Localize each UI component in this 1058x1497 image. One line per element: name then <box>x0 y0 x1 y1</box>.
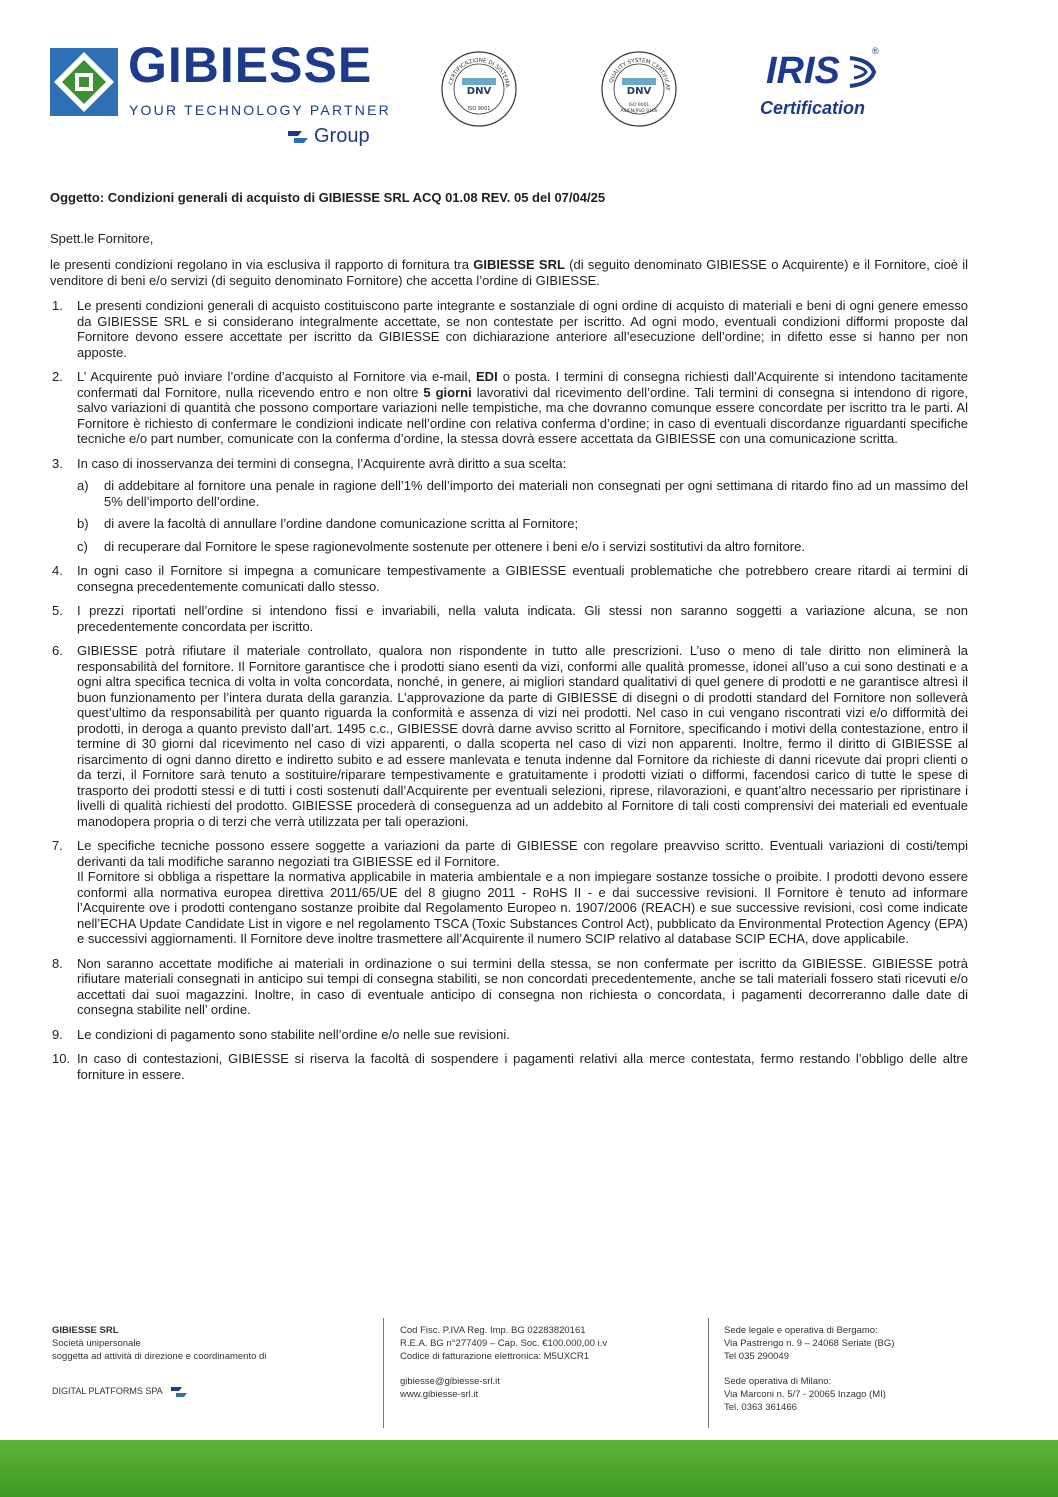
clause-number: 4. <box>52 563 63 578</box>
footer-milano-tel: Tel. 0363 361466 <box>724 1402 797 1413</box>
cert1-standard: ISO 9001 <box>467 106 491 112</box>
footer-fiscal-line: Codice di fatturazione elettronica: M5UXCR1 <box>400 1351 590 1362</box>
clause-text: In ogni caso il Fornitore si impegna a comunicare tempestivamente a GIBIESSE eventuali problematiche che potrebbero creare ritardi ai termini di consegna precedentemente comunicati dallo stesso. <box>77 563 968 594</box>
subclause-b <box>77 516 968 532</box>
footer-fiscal-line: R.E.A. BG n°277409 – Cap. Soc. €100.000,00 i.v <box>400 1338 608 1349</box>
clause-text: In caso di contestazioni, GIBIESSE si riserva la facoltà di sospendere i pagamenti relativi alla merce contestata, fermo restando l’obbligo delle altre forniture in essere. <box>77 1051 968 1082</box>
clause-5 <box>50 603 968 634</box>
iris-registered-mark: ® <box>872 46 879 56</box>
clause-number: 2. <box>52 369 63 384</box>
intro-bold: GIBIESSE SRL <box>473 257 565 272</box>
clause-text: Le presenti condizioni generali di acquisto costituiscono parte integrante e sostanziale di ogni ordine di acquisto di materiali e beni di ogni genere emesso da GIBIESSE SRL e si considerano integralmente accettate, se non contestate per iscritto. Ad ogni modo, eventuali condizioni difformi proposte dal Fornitore devono essere accettate per iscritto da GIBIESSE con dichiarazione anteriore all’esecuzione dell’ordine; in difetto esse si hanno per non apposte. <box>77 298 968 360</box>
intro-before: le presenti condizioni regolano in via esclusiva il rapporto di fornitura tra <box>50 257 474 272</box>
footer-parent-row <box>52 1385 372 1398</box>
clause-6 <box>50 643 968 829</box>
cert2-brand: DNV <box>626 86 652 97</box>
footer-green-bar <box>0 1440 1058 1497</box>
clause-text-bold: 5 giorni <box>423 384 472 400</box>
footer-company-line: Società unipersonale <box>52 1338 141 1349</box>
clause-4 <box>50 563 968 594</box>
clause-7 <box>50 838 968 947</box>
document-body <box>50 190 968 1091</box>
clause-10 <box>50 1051 968 1082</box>
clause-text: In caso di inosservanza dei termini di consegna, l’Acquirente avrà diritto a sua scelta: <box>77 455 567 471</box>
clause-number: 9. <box>52 1026 63 1042</box>
clause-text: Non saranno accettate modifiche ai materiali in ordinazione o sui termini della stessa, se non confermate per iscritto da GIBIESSE. GIBIESSE potrà rifiutare materiali consegnati in anticipo sui tempi di consegna stabiliti, se non concordati precedentemente, anche se tali materiali fossero stati ricevuti e/o accettati dai suoi magazzini. Inoltre, in caso di eventuale anticipo di consegna non richiesta o concordata, i pagamenti decorreranno dalle date di consegna stabilite nell’ ordine. <box>77 955 968 1017</box>
dp-group-icon <box>288 129 312 145</box>
footer-company-name: GIBIESSE SRL <box>52 1325 119 1336</box>
clause-9 <box>50 1027 968 1043</box>
iris-subtitle: Certification <box>760 98 866 118</box>
cert2-standard-1: ISO 9001 <box>628 103 650 108</box>
clause-text-part: L’ Acquirente può inviare l’ordine d’acquisto al Fornitore via e-mail, <box>77 369 477 384</box>
iris-swoosh-icon <box>848 54 878 88</box>
group-label-row <box>288 125 370 148</box>
group-label: Group <box>314 125 370 147</box>
footer-bergamo-tel: Tel 035 290049 <box>724 1351 789 1362</box>
footer-bergamo-title: Sede legale e operativa di Bergamo: <box>724 1325 878 1336</box>
clause-2 <box>50 369 968 447</box>
clause-text: GIBIESSE potrà rifiutare il materiale controllato, qualora non rispondente in tutto alle prescrizioni. L’uso o meno di tale diritto non eliminerà la responsabilità del fornitore. Il Fornitore garantisce che i prodotti siano esenti da vizi, conformi alle qualità promesse, idonei all’uso a cui sono destinati e a ogni altra specifica tecnica di volta in volta concordata, nonché, in genere, ai migliori standard qualitativi di quel genere di prodotti e ne garantisce altresì il buon funzionamento per l’intera durata della garanzia. L’approvazione da parte di GIBIESSE di disegni o di prodotti standard del Fornitore non solleverà quest’ultimo da responsabilità per quanto riguarda la conformità e assenza di vizi nei prodotti. Nel caso in cui vengano riscontrati vizi e/o difformità dei prodotti, in deroga a quanto previsto dall’art. 1495 c.c., GIBIESSE dovrà darne avviso scritto al Fornitore, specificando i motivi della contestazione, entro il termine di 30 giorni dal ricevimento nel caso di vizi apparenti, o dalla scoperta nel caso di vizi non apparenti. Inoltre, fermo il diritto di GIBIESSE al risarcimento di ogni danno diretto e indiretto subito e ad essere manlevata e tenuta indenne dal Fornitore da richieste di danni ricevute dai propri clienti o da terzi, il Fornitore sarà tenuto a sostituire/riparare tempestivamente e gratuitamente i prodotti viziati o difformi, facendosi carico di tutte le spese di trasporto dei prodotti stessi e di tutti i costi sostenuti dall’Acquirente per eventuali selezioni, riprese, rilavorazioni, e quant’altro necessario per ripristinare i livelli di qualità richiesti del prodotto. GIBIESSE procederà di conseguenza ad un addebito al Fornitore di tali costi comprensivi dei materiali ed eventuale manodopera propria o di terzi che verrà utilizzata per tali operazioni. <box>77 643 968 829</box>
letterhead <box>0 0 1058 160</box>
subclause-letter: c) <box>77 538 88 554</box>
brand-name: GIBIESSE <box>128 37 373 93</box>
clause-number: 6. <box>52 643 63 658</box>
intro-paragraph <box>50 257 968 288</box>
footer-milano-title: Sede operativa di Milano: <box>724 1376 832 1387</box>
salutation: Spett.le Fornitore, <box>50 230 154 246</box>
brand-tagline: YOUR TECHNOLOGY PARTNER <box>129 102 391 118</box>
clause-text: I prezzi riportati nell’ordine si intendono fissi e invariabili, nella valuta indicata. Gli stessi non saranno soggetti a variazione alcuna, se non precedentemente concordata per iscritto. <box>77 603 968 634</box>
footer-bergamo-address: Via Pastrengo n. 9 – 24068 Seriate (BG) <box>724 1338 895 1349</box>
footer-divider <box>708 1318 709 1428</box>
clause-number: 7. <box>52 838 63 853</box>
clause-text-part: lavorativi dal ricevimento dell’ordine. Tali termini di consegna si intendono di rigore, salvo variazioni di quantità che possono comportare variazioni nelle tempistiche, ma che dovranno comunque essere concordate per iscritto tra le parti. Al Fornitore è richiesto di confermare le condizioni indicate nell’ordine con relativa conferma d’ordine; in caso di eventuali discordanze riguardanti specifiche tecniche e/o part number, comunicate con la conferma d’ordine, la stessa dovrà essere accettata da GIBIESSE con una comunicazione scritta. <box>77 384 968 446</box>
subclause-list <box>77 478 968 554</box>
subclause-text: di avere la facoltà di annullare l’ordine dandone comunicazione scritta al Fornitore; <box>104 516 579 531</box>
subclause-letter: b) <box>77 516 89 531</box>
subclause-text: di addebitare al fornitore una penale in ragione dell’1% dell’importo dei materiali non consegnati per ogni settimana di ritardo fino ad un massimo del 5% dell’importo dell’ordine. <box>104 478 968 509</box>
footer-company-line: soggetta ad attività di direzione e coordinamento di <box>52 1351 267 1362</box>
footer-fiscal-line: Cod Fisc. P.IVA Reg. Imp. BG 02283820161 <box>400 1325 586 1336</box>
dp-logo-icon <box>171 1386 189 1398</box>
gibiesse-logo-icon <box>50 48 118 116</box>
cert1-brand: DNV <box>466 86 492 97</box>
footer-company-info <box>52 1324 372 1398</box>
subclause-letter: a) <box>77 478 89 493</box>
clause-number: 1. <box>52 298 63 313</box>
clause-number: 8. <box>52 955 63 971</box>
clause-3 <box>50 456 968 555</box>
clause-text-continued: Il Fornitore si obbliga a rispettare la normativa applicabile in materia ambientale e a non impiegare sostanze tossiche o proibite. I prodotti devono essere conformi alla normativa europea direttiva 2011/65/UE del 8 giugno 2011 - RoHS II - e dai successive revisioni. Il Fornitore è tenuto ad informare l’Acquirente ove i prodotti contengano sostanze proibite dal Regolamento Europeo n. 1907/2006 (REACH) e sue successive revisioni, così come indicate nell’ECHA Update Candidate List in vigore e nel regolamento TSCA (Toxic Substances Control Act), pubblicato da Environmental Protection Agency (EPA) e successivi aggiornamenti. Il Fornitore deve inoltre trasmettere all’Acquirente il numero SCIP relativo al database SCIP ECHA, dove applicabile. <box>77 869 968 946</box>
footer-email-link[interactable]: gibiesse@gibiesse-srl.it <box>400 1376 500 1387</box>
clause-list <box>50 298 968 1082</box>
subclause-a <box>77 478 968 509</box>
footer-fiscal-info <box>400 1324 700 1401</box>
cert1-ring-text: CERTIFICAZIONE DI SISTEMA <box>448 57 510 88</box>
clause-number: 10. <box>52 1051 71 1066</box>
clause-text-bold: EDI <box>476 369 498 384</box>
clause-1 <box>50 298 968 360</box>
subclause-c <box>77 539 968 555</box>
clause-number: 5. <box>52 603 63 618</box>
iris-word: IRIS <box>766 50 840 92</box>
cert2-ring-text: QUALITY SYSTEM CERTIFICAT <box>608 57 671 91</box>
clause-text: Le condizioni di pagamento sono stabilite nell’ordine e/o nelle sue revisioni. <box>77 1026 510 1042</box>
clause-text: Le specifiche tecniche possono essere soggette a variazioni da parte di GIBIESSE con regolare preavviso scritto. Eventuali variazioni di costi/tempi derivanti da tali modifiche saranno negoziati tra GIBIESSE ed il Fornitore. <box>77 838 968 869</box>
iris-certification-logo <box>760 46 880 122</box>
footer-divider <box>383 1318 384 1428</box>
dnv-as9100-seal <box>600 50 678 128</box>
footer-milano-address: Via Marconi n. 5/7 - 20065 Inzago (MI) <box>724 1389 886 1400</box>
clause-number: 3. <box>52 455 63 471</box>
document-subject: Oggetto: Condizioni generali di acquisto di GIBIESSE SRL ACQ 01.08 REV. 05 del 07/04/25 <box>50 190 606 205</box>
clause-8 <box>50 956 968 1018</box>
intro-after: (di seguito denominato GIBIESSE o Acquirente) e il Fornitore, cioè il venditore di beni e/o servizi (di seguito denominato Fornitore) che accetta l’ordine di GIBIESSE. <box>50 257 968 288</box>
footer-locations <box>724 1324 1024 1414</box>
subclause-text: di recuperare dal Fornitore le spese ragionevolmente sostenute per ottenere i beni e/o i servizi sostitutivi da altro fornitore. <box>104 538 805 554</box>
cert2-standard-2: AS/EN/JISQ 9100 <box>620 109 658 114</box>
footer-parent-company: DIGITAL PLATFORMS SPA <box>52 1386 163 1396</box>
dnv-iso9001-seal <box>440 50 518 128</box>
footer-website-link[interactable]: www.gibiesse-srl.it <box>400 1389 479 1400</box>
clause-text-part: o posta. I termini di consegna richiesti dall’Acquirente si intendono tacitamente confermati dal Fornitore, nulla ricevendo entro e non oltre <box>77 369 968 400</box>
